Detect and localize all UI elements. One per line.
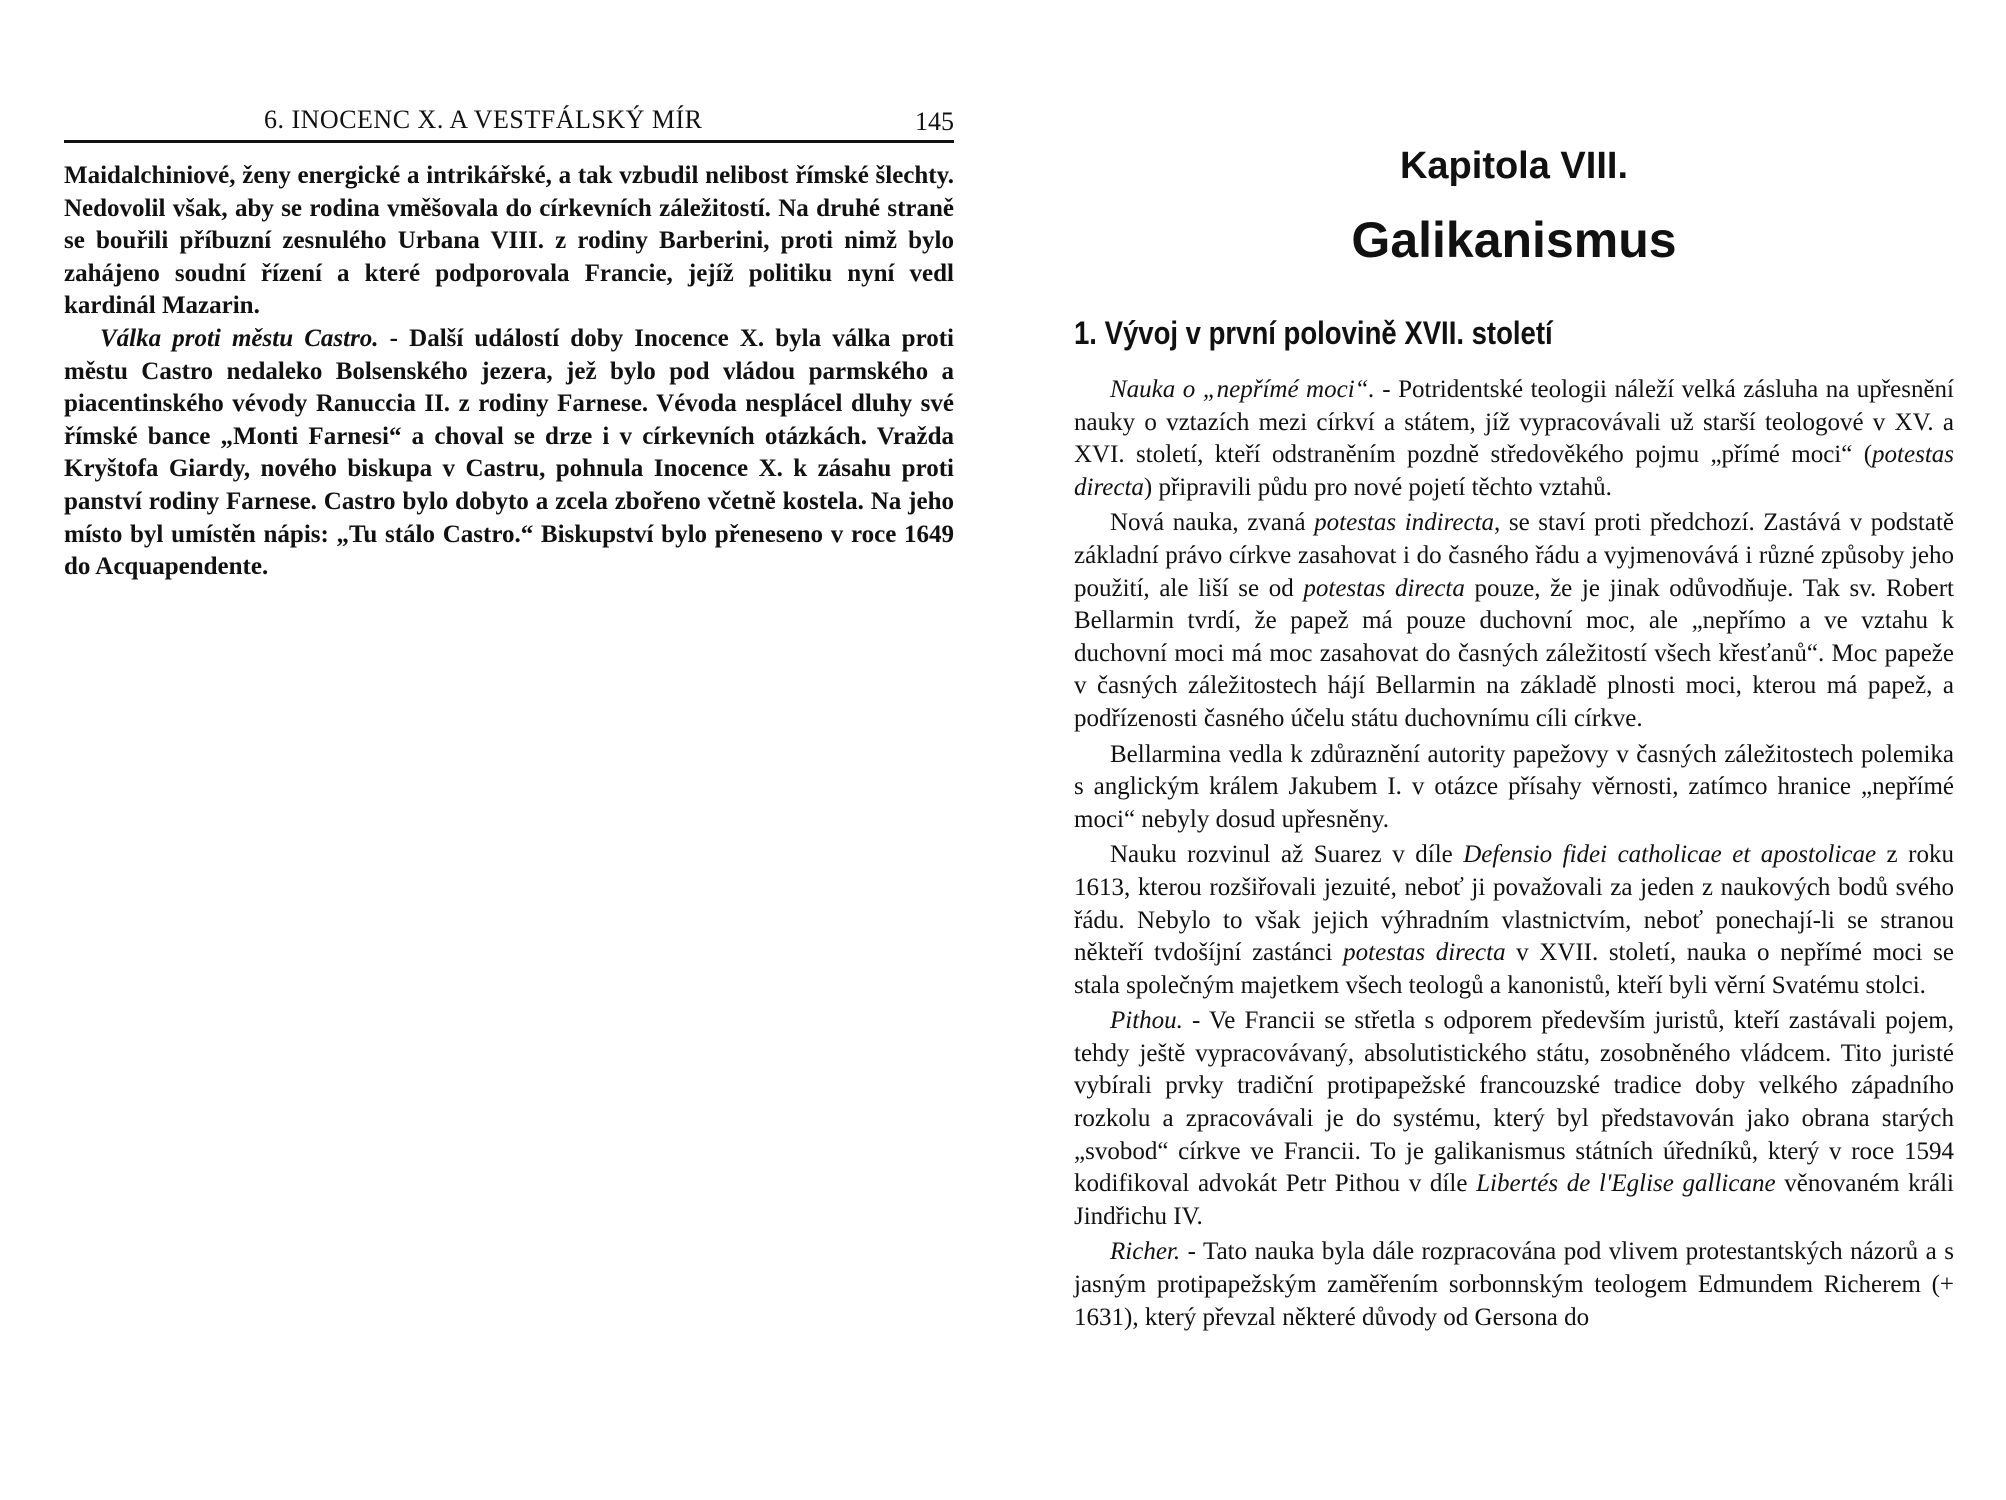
paragraph: Válka proti městu Castro. - Další událostí doby Inocence X. byla válka proti městu Castro nedaleko Bolsenského jezera, jež bylo pod vládou parmského a piacentinského vévody Ranuccia II. z rodiny Farnese. Vévoda nesplácel dluhy své římské bance „Monti Farnesi“ a choval se drze i v církevních otázkách. Vražda Kryštofa Giardy, nového biskupa v Castru, pohnula Inocence X. k zásahu proti panství rodiny Farnese. Castro bylo dobyto a zcela zbořeno včetně kostela. Na jeho místo byl umístěn nápis: „Tu stálo Castro.“ Biskupství bylo přeneseno v roce 1649 do Acquapendente. bbox=[64, 324, 954, 581]
chapter-label: Kapitola VIII. bbox=[1399, 145, 1629, 187]
paragraph: Pithou. - Ve Francii se střetla s odporem především juristů, kteří zastávali pojem, tehdy ještě vypracovávaný, absolutistického státu, zosobněného vládcem. Tito juristé vybírali prvky tradiční protipapežské francouzské tradice doby velkého západního rozkolu a zpracovávali je do systému, který byl představován jako obrana starých „svobod“ církve ve Francii. To je galikanismus státních úředníků, který v roce 1594 kodifikoval advokát Petr Pithou v díle Libertés de l'Eglise gallicane věnovaném králi Jindřichu IV. bbox=[1074, 1007, 1954, 1230]
running-title: 6. INOCENC X. A VESTFÁLSKÝ MÍR bbox=[264, 105, 703, 134]
paragraph: Richer. - Tato nauka byla dále rozpracována pod vlivem protestantských názorů a s jasným protipapežským zaměřením sorbonnským teologem Edmundem Richerem (+ 1631), který převzal některé důvody od Gersona do bbox=[1074, 1238, 1954, 1331]
right-text-block bbox=[1074, 374, 1954, 1334]
paragraph-lead: Pithou. bbox=[1110, 1007, 1183, 1035]
left-page bbox=[64, 0, 954, 1500]
paragraph: Bellarmina vedla k zdůraznění autority papežovy v časných záležitostech polemika s anglickým králem Jakubem I. v otázce přísahy věrnosti, zatímco hranice „nepřímé moci“ nebyly dosud upřesněny. bbox=[1074, 740, 1954, 833]
left-text-block bbox=[64, 160, 954, 584]
paragraph-lead: Válka proti městu Castro. bbox=[100, 324, 379, 352]
section-heading: 1. Vývoj v první polovině XVII. století bbox=[1074, 315, 1553, 351]
page-number: 145 bbox=[915, 107, 954, 136]
running-head bbox=[64, 96, 954, 143]
paragraph: Nauku rozvinul až Suarez v díle Defensio fidei catholicae et apostolicae z roku 1613, kterou rozšiřovali jezuité, neboť ji považovali za jeden z naukových bodů svého řádu. Nebylo to však jejich výhradním vlastnictvím, neboť ponechají-li se stranou někteří tvdošíjní zastánci potestas directa v XVII. století, nauka o nepřímé moci se stala společným majetkem všech teologů a kanonistů, kteří byli věrní Svatému stolci. bbox=[1074, 841, 1954, 999]
paragraph: Nauka o „nepřímé moci“. - Potridentské teologii náleží velká zásluha na upřesnění nauky o vztazích mezi církví a státem, jíž vypracovávali už starší teologové v XV. a XVI. století, kteří odstraněním pozdně středověkého pojmu „přímé moci“ (potestas directa) připravili půdu pro nové pojetí těchto vztahů. bbox=[1074, 376, 1954, 501]
paragraph: Nová nauka, zvaná potestas indirecta, se staví proti předchozí. Zastává v podstatě základní právo církve zasahovat i do časného řádu a vyjmenovává i různé způsoby jeho použití, ale liší se od potestas directa pouze, že je jinak odůvodňuje. Tak sv. Robert Bellarmin tvrdí, že papež má pouze duchovní moc, ale „nepřímo a ve vztahu k duchovní moci má moc zasahovat do časných záležitostí všech křesťanů“. Moc papeže v časných záležitostech hájí Bellarmin na základě plnosti moci, kterou má papež, a podřízenosti časného účelu státu duchovnímu cíli církve. bbox=[1074, 509, 1955, 732]
right-page bbox=[1074, 0, 1954, 1500]
chapter-title: Galikanismus bbox=[1351, 212, 1677, 268]
paragraph: Maidalchiniové, ženy energické a intrikářské, a tak vzbudil nelibost římské šlechty. Nedovolil však, aby se rodina vměšovala do církevních záležitostí. Na druhé straně se bouřili příbuzní zesnulého Urbana VIII. z rodiny Barberini, proti nimž bylo zahájeno soudní řízení a které podporovala Francie, jejíž politiku nyní vedl kardinál Mazarin. bbox=[64, 162, 954, 320]
paragraph-lead: Nauka o „nepřímé moci“. bbox=[1110, 376, 1375, 403]
paragraph-lead: Richer. bbox=[1110, 1238, 1181, 1266]
